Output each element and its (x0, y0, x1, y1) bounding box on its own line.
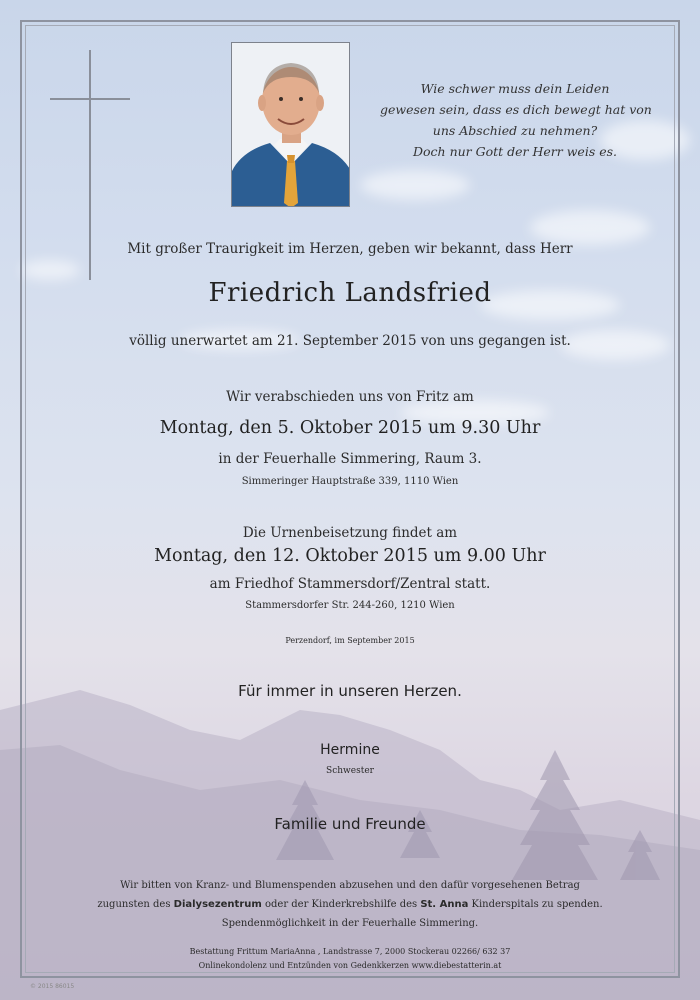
quote-line: gewesen sein, dass es dich bewegt hat von (380, 102, 652, 117)
farewell-address: Simmeringer Hauptstraße 339, 1110 Wien (241, 476, 459, 487)
place-date: Perzendorf, im September 2015 (285, 636, 415, 645)
passing-date-text: völlig unerwartet am 21. September 2015 von uns gegangen ist. (129, 333, 571, 349)
funeral-home-info: Bestattung Frittum MariaAnna , Landstrasse 7, 2000 Stockerau 02266/ 632 37 (189, 947, 511, 956)
donation-recipient: Dialysezentrum (173, 899, 262, 910)
urn-date: Montag, den 12. Oktober 2015 um 9.00 Uhr (154, 546, 546, 566)
deceased-name: Friedrich Landsfried (208, 278, 492, 308)
memorial-quote (380, 78, 650, 162)
donation-line-2 (0, 899, 700, 910)
quote-line: Wie schwer muss dein Leiden (420, 81, 610, 96)
quote-line: uns Abschied zu nehmen? (432, 123, 598, 138)
donation-line-1: Wir bitten von Kranz- und Blumenspenden abzusehen und den dafür vorgesehenen Betrag (120, 880, 580, 891)
portrait-photo (231, 42, 350, 207)
quote-line: Doch nur Gott der Herr weis es. (413, 144, 617, 159)
announcement-intro: Mit großer Traurigkeit im Herzen, geben wir bekannt, dass Herr (127, 241, 573, 257)
donation-line-3: Spendenmöglichkeit in der Feuerhalle Simmering. (221, 918, 479, 929)
donation-text: Kinderspitals zu spenden. (468, 899, 603, 910)
urn-place: am Friedhof Stammersdorf/Zentral statt. (209, 576, 491, 592)
farewell-place: in der Feuerhalle Simmering, Raum 3. (218, 451, 482, 467)
mourner-group: Familie und Freunde (274, 815, 426, 833)
online-condolence-info: Onlinekondolenz und Entzünden von Gedenkkerzen www.diebestatterin.at (198, 961, 502, 970)
donation-text: oder der Kinderkrebshilfe des (261, 899, 421, 910)
mourner-name: Hermine (320, 742, 380, 758)
donation-text: zugunsten des (97, 899, 174, 910)
portrait-illustration (232, 43, 350, 207)
cross-symbol-bar (50, 98, 130, 100)
urn-intro: Die Urnenbeisetzung findet am (242, 525, 458, 541)
urn-address: Stammersdorfer Str. 244-260, 1210 Wien (245, 600, 455, 611)
farewell-date: Montag, den 5. Oktober 2015 um 9.30 Uhr (159, 418, 541, 438)
mourner-relation: Schwester (326, 766, 374, 776)
farewell-intro: Wir verabschieden uns von Fritz am (226, 389, 474, 405)
donation-recipient: St. Anna (420, 899, 469, 910)
print-credit: © 2015 86015 (30, 983, 75, 990)
motto: Für immer in unseren Herzen. (238, 682, 462, 700)
